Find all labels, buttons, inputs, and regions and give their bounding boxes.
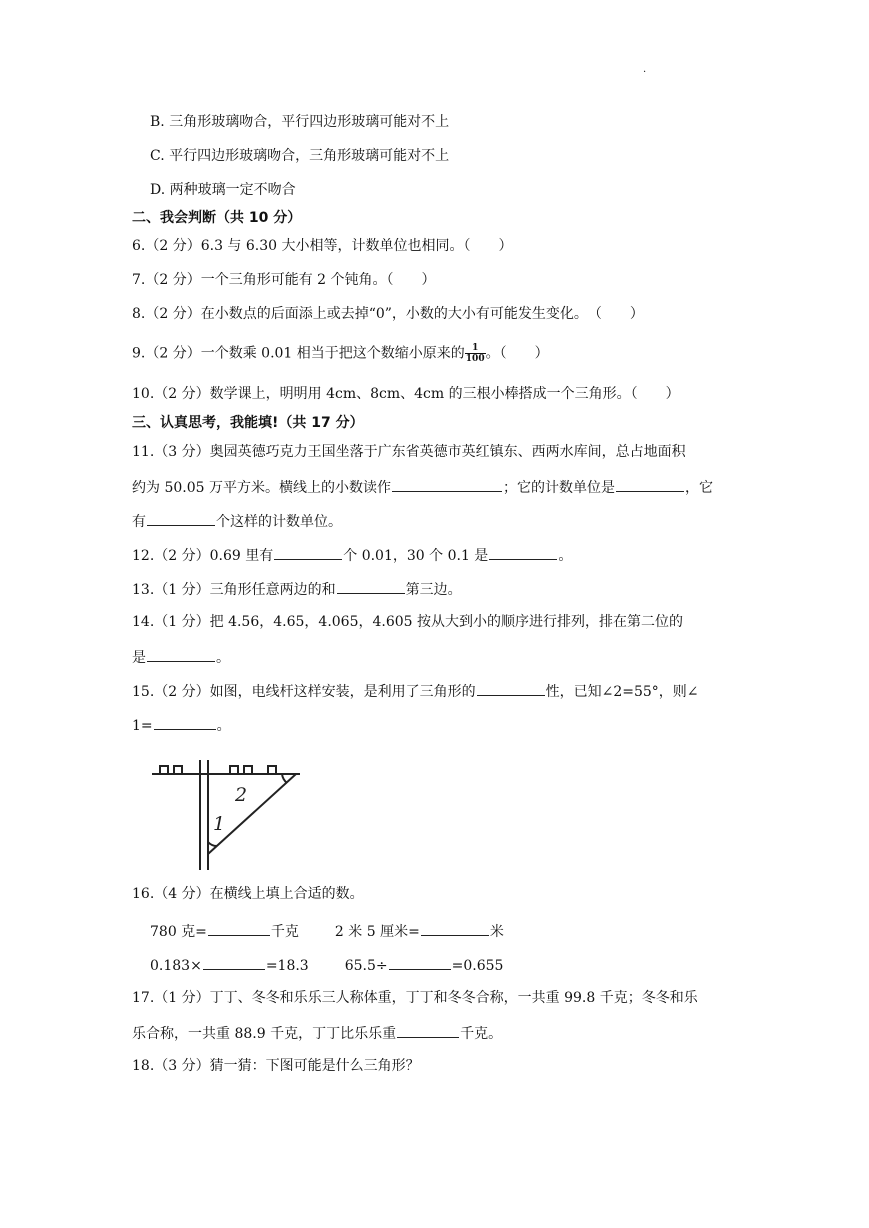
question-11-line3 xyxy=(132,510,342,532)
answer-blank[interactable] xyxy=(397,1022,459,1038)
q13-text-a: 13.（1 分）三角形任意两边的和 xyxy=(132,582,336,598)
answer-blank[interactable] xyxy=(477,680,545,696)
q12-text-b: 个 0.01，30 个 0.1 是 xyxy=(343,548,489,564)
question-7: 7.（2 分）一个三角形可能有 2 个钝角。（ ） xyxy=(132,272,436,288)
q17-text-b: 千克。 xyxy=(460,1026,503,1042)
q15-text-d: 。 xyxy=(216,718,231,734)
angle-1-label: 1 xyxy=(213,813,226,835)
q16-text-h: =0.655 xyxy=(451,958,504,974)
q14-text-a: 是 xyxy=(132,650,146,666)
q15-text-c: 1= xyxy=(132,718,153,734)
question-10: 10.（2 分）数学课上，明明用 4cm、8cm、4cm 的三根小棒搭成一个三角形。（ ） xyxy=(132,386,680,402)
answer-blank[interactable] xyxy=(489,544,557,560)
insulator xyxy=(244,766,252,774)
insulator xyxy=(174,766,182,774)
q12-text-a: 12.（2 分）0.69 里有 xyxy=(132,548,274,564)
answer-blank[interactable] xyxy=(147,646,215,662)
angle-2-label: 2 xyxy=(235,784,248,806)
q13-text-b: 第三边。 xyxy=(405,582,462,598)
question-11-line1: 11.（3 分）奥园英德巧克力王国坐落于广东省英德市英红镇东、西两水库间，总占地面积 xyxy=(132,444,686,460)
question-15-line2 xyxy=(132,714,231,736)
question-16: 16.（4 分）在横线上填上合适的数。 xyxy=(132,886,364,902)
q9-denominator: 100 xyxy=(465,354,485,364)
q11-text-b: ；它的计数单位是 xyxy=(502,480,615,496)
page-dot: . xyxy=(643,64,647,75)
q16-text-g: 65.5÷ xyxy=(344,958,388,974)
q11-text-c: ，它 xyxy=(684,480,713,496)
section3-title: 三、认真思考，我能填!（共 17 分） xyxy=(132,415,364,431)
q9-numerator: 1 xyxy=(465,343,486,354)
question-16-row2 xyxy=(150,954,503,976)
option-d: D. 两种玻璃一定不吻合 xyxy=(150,182,296,198)
question-11-line2 xyxy=(132,476,713,498)
angle-2-arc xyxy=(282,774,287,783)
q11-text-a: 约为 50.05 万平方米。横线上的小数读作 xyxy=(132,480,391,496)
answer-blank[interactable] xyxy=(147,510,215,526)
q15-text-a: 15.（2 分）如图，电线杆这样安装，是利用了三角形的 xyxy=(132,684,476,700)
question-17-line1: 17.（1 分）丁丁、冬冬和乐乐三人称体重，丁丁和冬冬合称，一共重 99.8 千克；冬冬和乐 xyxy=(132,990,698,1006)
question-9 xyxy=(132,343,549,364)
q9-text: 9.（2 分）一个数乘 0.01 相当于把这个数缩小原来的 xyxy=(132,345,465,362)
q16-text-e: 0.183× xyxy=(150,958,202,974)
question-15-line1 xyxy=(132,680,699,702)
question-18: 18.（3 分）猜一猜：下图可能是什么三角形？ xyxy=(132,1058,420,1074)
option-c: C. 平行四边形玻璃吻合，三角形玻璃可能对不上 xyxy=(150,148,450,164)
question-16-row1 xyxy=(150,920,504,942)
q16-text-a: 780 克= xyxy=(150,924,207,940)
option-b: B. 三角形玻璃吻合，平行四边形玻璃可能对不上 xyxy=(150,114,450,130)
question-17-line2 xyxy=(132,1022,502,1044)
insulator xyxy=(160,766,168,774)
question-8: 8.（2 分）在小数点的后面添上或去掉“0”，小数的大小有可能发生变化。 （ ） xyxy=(132,306,644,322)
q17-text-a: 乐合称，一共重 88.9 千克，丁丁比乐乐重 xyxy=(132,1026,397,1042)
utility-pole-figure xyxy=(150,756,302,870)
q9-tail: 。（ ） xyxy=(485,345,549,362)
q16-text-d: 米 xyxy=(489,924,504,940)
q16-text-f: =18.3 xyxy=(265,958,309,974)
section2-title: 二、我会判断（共 10 分） xyxy=(132,210,302,226)
question-14-line1: 14.（1 分）把 4.56，4.65，4.065，4.605 按从大到小的顺序进行排列，排在第二位的 xyxy=(132,614,684,630)
answer-blank[interactable] xyxy=(208,920,270,936)
insulator xyxy=(268,766,276,774)
answer-blank[interactable] xyxy=(154,714,216,730)
q12-text-c: 。 xyxy=(558,548,573,564)
q11-text-d: 有 xyxy=(132,514,146,530)
answer-blank[interactable] xyxy=(274,544,342,560)
q11-text-e: 个这样的计数单位。 xyxy=(216,514,342,530)
answer-blank[interactable] xyxy=(616,476,684,492)
answer-blank[interactable] xyxy=(203,954,265,970)
q16-text-b: 千克 xyxy=(270,924,299,940)
answer-blank[interactable] xyxy=(392,476,502,492)
q16-text-c: 2 米 5 厘米= xyxy=(334,924,420,940)
angle-1-arc xyxy=(208,842,217,846)
question-14-line2 xyxy=(132,646,230,668)
question-6: 6.（2 分）6.3 与 6.30 大小相等，计数单位也相同。（ ） xyxy=(132,238,513,254)
answer-blank[interactable] xyxy=(421,920,489,936)
q9-fraction xyxy=(465,343,486,364)
question-12 xyxy=(132,544,572,566)
answer-blank[interactable] xyxy=(389,954,451,970)
answer-blank[interactable] xyxy=(337,578,405,594)
insulator xyxy=(230,766,238,774)
q15-text-b: 性，已知∠2=55°，则∠ xyxy=(545,684,699,700)
q14-text-b: 。 xyxy=(216,650,230,666)
question-13 xyxy=(132,578,462,600)
